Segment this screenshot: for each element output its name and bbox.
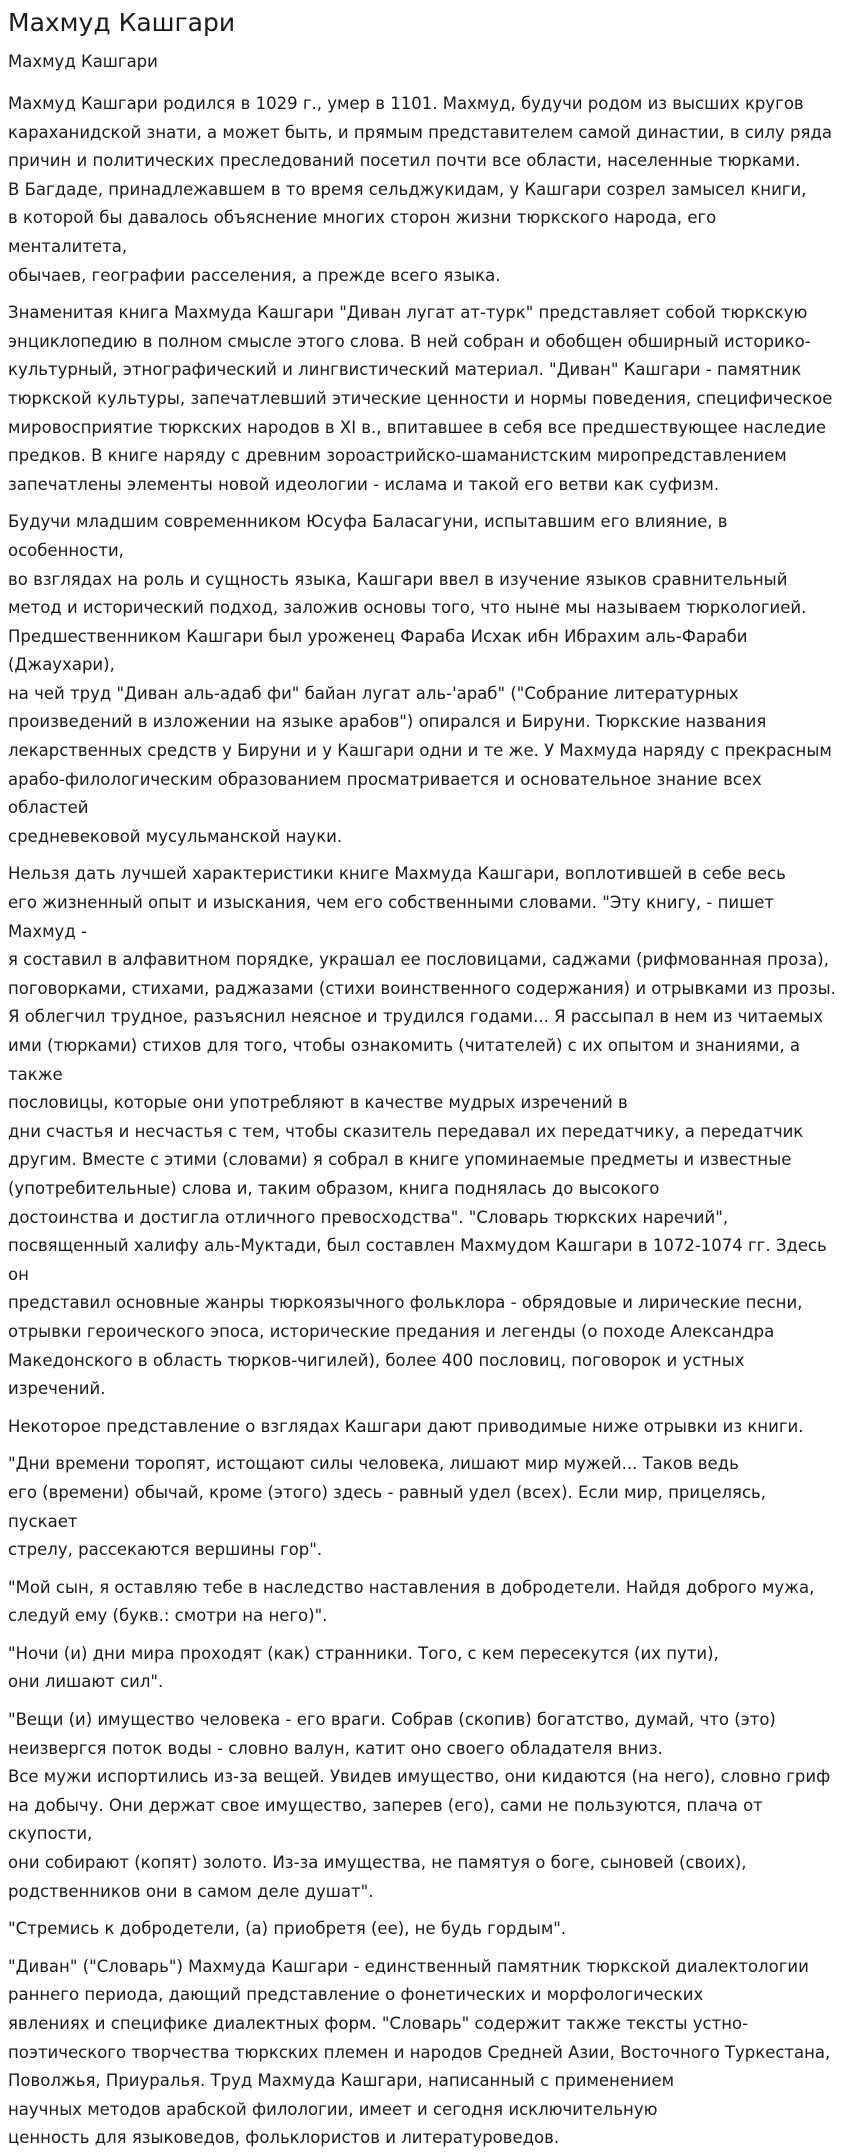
paragraph-quote-nights-and-days: "Ночи (и) дни мира проходят (как) странники. Того, с кем пересекутся (их пути), они лишают сил".: [8, 1643, 719, 1692]
paragraph-divan-encyclopedia: Знаменитая книга Махмуда Кашгари "Диван лугат ат-турк" представляет собой тюркскую энциклопедию в полном смысле этого слова. В ней собран и обобщен обширный историко- культурный, этнографический и лингвистический материал. "Диван" Кашгари - памятник тюркской культуры, запечатлевший этические ценности и нормы поведения, специфическое мировосприятие тюркских народов в XI в., впитавшее в себя все предшествующее наследие предков. В книге наряду с древним зороастрийско-шаманистским миропредставлением запечатлены элементы новой идеологии - ислама и такой его ветви как суфизм.: [8, 303, 833, 494]
paragraph-author-quote: Нельзя дать лучшей характеристики книге Махмуда Кашгари, воплотившей в себе весь его жизненный опыт и изыскания, чем его собственными словами. "Эту книгу, - пишет Махмуд - я составил в алфавитном порядке, украшал ее пословицами, саджами (рифмованная проза), поговорками, стихами, раджазами (стихи воинственного содержания) и отрывками из прозы. Я облегчил трудное, разъяснил неясное и трудился годами... Я рассыпал в нем из читаемых ими (тюрками) стихов для того, чтобы ознакомить (читателей) с их опытом и знаниями, а также пословицы, которые они употребляют в качестве мудрых изречений в дни счастья и несчастья с тем, чтобы сказитель передавал их передатчику, а передатчик другим. Вместе с этими (словами) я собрал в книге упоминаемые предметы и известные (употребительные) слова и, таким образом, книга поднялась до высокого достоинства и достигла отличного превосходства". "Словарь тюркских наречий", посвященный халифу аль-Муктади, был составлен Махмудом Кашгари в 1072-1074 гг. Здесь он представил основные жанры тюркоязычного фольклора - обрядовые и лирические песни, отрывки героического эпоса, исторические предания и легенды (о походе Александра Македонского в область тюрков-чигилей), более 400 пословиц, поговорок и устных изречений.: [8, 864, 836, 1399]
paragraph-biography: Махмуд Кашгари родился в 1029 г., умер в 1101. Махмуд, будучи родом из высших кругов караханидской знати, а может быть, и прямым представителем самой династии, в силу ряда причин и политических преследований посетил почти все области, населенные тюрками. В Багдаде, принадлежавшем в то время сельджукидам, у Кашгари созрел замысел книги, в которой бы давалось объяснение многих сторон жизни тюркского народа, его менталитета, обычаев, географии расселения, а прежде всего языка.: [8, 94, 832, 285]
paragraph-quote-virtue: "Стремись к добродетели, (а) приобретя (ее), не будь гордым".: [8, 1919, 567, 1939]
paragraph-excerpts-intro: Некоторое представление о взглядах Кашгари дают приводимые ниже отрывки из книги.: [8, 1416, 804, 1436]
paragraph-quote-days-of-time: "Дни времени торопят, истощают силы человека, лишают мир мужей... Таков ведь его (времени) обычай, кроме (этого) здесь - равный удел (всех). Если мир, прицелясь, пускает стрелу, рассекаются вершины гор".: [8, 1454, 767, 1560]
paragraph-quote-my-son: "Мой сын, я оставляю тебе в наследство наставления в добродетели. Найдя доброго мужа, следуй ему (букв.: смотри на него)".: [8, 1577, 815, 1626]
page-title: Махмуд Кашгари: [8, 8, 236, 37]
paragraph-comparative-method: Будучи младшим современником Юсуфа Баласагуни, испытавшим его влияние, в особенности, во взглядах на роль и сущность языка, Кашгари ввел в изучение языков сравнительный метод и исторический подход, заложив основы того, что ныне мы называем тюркологией. Предшественником Кашгари был уроженец Фараба Исхак ибн Ибрахим аль-Фараби (Джаухари), на чей труд "Диван аль-адаб фи" байан лугат аль-'араб" ("Собрание литературных произведений в изложении на языке арабов") опирался и Бируни. Тюркские названия лекарственных средств у Бируни и у Кашгари одни и те же. У Махмуда наряду с прекрасным арабо-филологическим образованием просматривается и основательное знание всех областей средневековой мусульманской науки.: [8, 512, 832, 846]
paragraph-conclusion: "Диван" ("Словарь") Махмуда Кашгари - единственный памятник тюркской диалектологии раннего периода, дающий представление о фонетических и морфологических явлениях и специфике диалектных форм. "Словарь" содержит также тексты устно- поэтического творчества тюркских племен и народов Средней Азии, Восточного Туркестана, Поволжья, Приуралья. Труд Махмуда Кашгари, написанный с применением научных методов арабской филологии, имеет и сегодня исключительную ценность для языковедов, фольклористов и литературоведов.: [8, 1956, 831, 2148]
paragraph-quote-property: "Вещи (и) имущество человека - его враги. Собрав (скопив) богатство, думай, что (это) неизвергся поток воды - словно валун, катит оно своего обладателя вниз. Все мужи испортились из-за вещей. Увидев имущество, они кидаются (на него), словно гриф на добычу. Они держат свое имущество, заперев (его), сами не пользуются, плача от скупости, они собирают (копят) золото. Из-за имущества, не памятуя о боге, сыновей (своих), родственников они в самом деле душат".: [8, 1710, 831, 1901]
article-subtitle: Махмуд Кашгари: [8, 52, 158, 71]
